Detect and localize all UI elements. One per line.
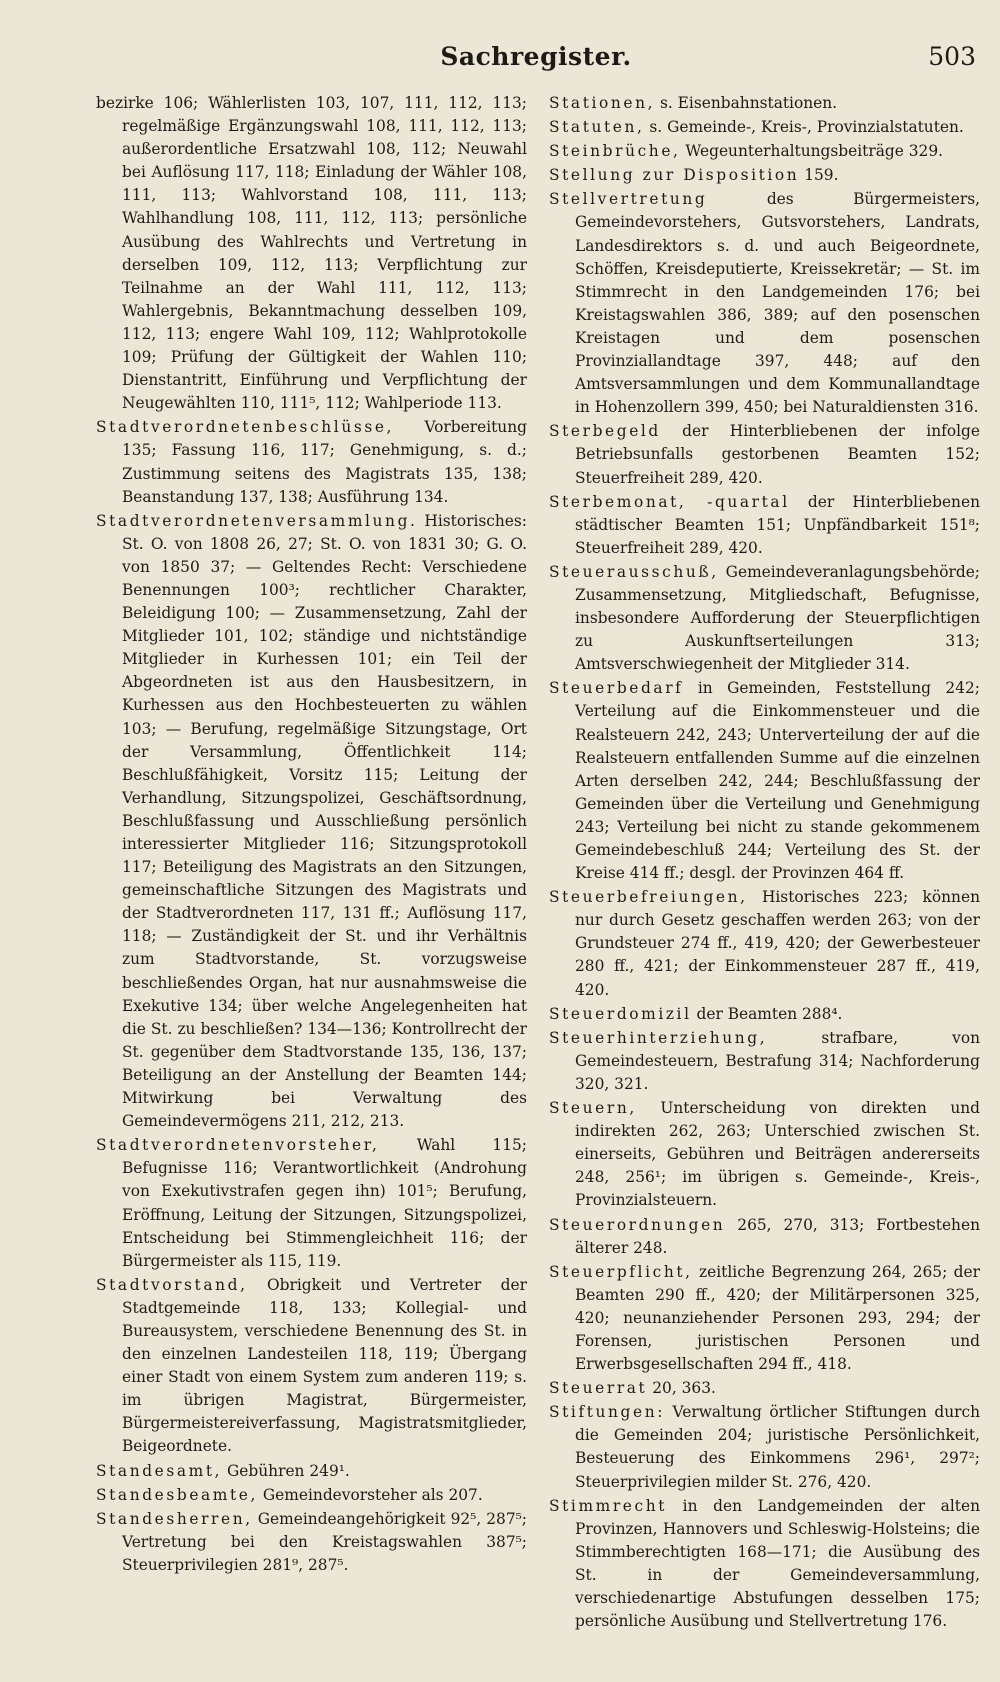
index-headword: Standesamt, [96, 1461, 223, 1480]
index-headword: Stiftungen: [549, 1403, 666, 1422]
index-headword: Statuten, [549, 118, 645, 137]
index-entry [96, 510, 527, 1134]
index-entry-text: 265, 270, 313; Fortbestehen älterer 248. [575, 1215, 980, 1257]
index-headword: Stadtvorstand, [96, 1275, 248, 1294]
index-headword: Stationen, [549, 94, 656, 112]
index-entry-text: Wegeunterhaltungsbeiträge 329. [680, 142, 944, 161]
index-entry [549, 140, 980, 163]
index-entry-text: Historisches: St. O. von 1808 26, 27; St. O. von 1831 30; G. O. von 1850 37; — Geltendes Recht: Verschiedene Benennungen 100³; rechtlicher Charakter, Beleidigung 100; — Zusammensetzung, Zahl der Mitglieder 101, 102; ständige und nichtständige Mitglieder in Kurhessen 101; ein Teil der Abgeordneten ist aus den Hausbesitzern, in Kurhessen aus den Hochbesteuerten zu wählen 103; — Berufung, regelmäßige Sitzungstage, Ort der Versammlung, Öffentlichkeit 114; Beschlußfähigkeit, Vorsitz 115; Leitung der Verhandlung, Sitzungspolizei, Geschäftsordnung, Beschlußfassung und Ausschließung persönlich interessierter Mitglieder 116; Sitzungsprotokoll 117; Beteiligung des Magistrats an den Sitzungen, gemeinschaftliche Sitzungen des Magistrats und der Stadtverordneten 117, 131 ff.; Auflösung 117, 118; — Zuständigkeit der St. und ihr Verhältnis zum Stadtvorstande, St. vorzugsweise beschließendes Organ, hat nur ausnahmsweise die Exekutive 134; über welche Angelegenheiten hat die St. zu beschließen? 134—136; Kontrollrecht der St. gegenüber dem Stadtvorstande 135, 136, 137; Beteiligung an der Anstellung der Beamten 144; Mitwirkung bei Verwaltung des Gemeindevermögens 211, 212, 213. [122, 511, 527, 1131]
index-headword: Steuerrat [549, 1379, 648, 1398]
index-entry [549, 1097, 980, 1212]
index-entry-text: s. Gemeinde-, Kreis-, Provinzialstatuten. [644, 118, 964, 137]
index-entry [549, 1214, 980, 1260]
index-entry [549, 886, 980, 1001]
index-entry-text: des Bürgermeisters, Gemeindevorstehers, Gutsvorstehers, Landrats, Landesdirektors s. d. und auch Beigeordnete, Schöffen, Kreisdeputierte, Kreissekretär; — St. im Stimmrecht in den Landgemeinden 176; bei Kreistagswahlen 386, 389; auf den posenschen Kreistagen und dem posenschen Provinziallandtage 397, 448; auf den Amtsversammlungen und dem Kommunallandtage in Hohenzollern 399, 450; bei Naturaldiensten 316. [575, 190, 980, 417]
index-headword: Stellung zur Disposition [549, 166, 800, 185]
index-headword: Steuerausschuß, [549, 562, 719, 581]
index-headword: Stimmrecht [549, 1496, 668, 1515]
index-entry [96, 1134, 527, 1273]
index-entry-text: bezirke 106; Wählerlisten 103, 107, 111, 112, 113; regelmäßige Ergänzungswahl 108, 111, 112, 113; außerordentliche Ersatzwahl 108, 112; Neuwahl bei Auflösung 117, 118; Einladung der Wähler 108, 111, 113; Wahlvorstand 108, 111, 113; Wahlhandlung 108, 111, 112, 113; persönliche Ausübung des Wahlrechts und Vertretung in derselben 109, 112, 113; Verpflichtung zur Teilnahme an der Wahl 111, 112, 113; Wahlergebnis, Bekanntmachung desselben 109, 112, 113; engere Wahl 109, 112; Wahlprotokolle 109; Prüfung der Gültigkeit der Wahlen 110; Dienstantritt, Einführung und Verpflichtung der Neugewählten 110, 111⁵, 112; Wahlperiode 113. [96, 94, 527, 413]
index-entry [549, 1261, 980, 1376]
index-entry-text: Historisches 223; können nur durch Gesetz geschaffen werden 263; von der Grundsteuer 274 ff., 419, 420; der Gewerbesteuer 280 ff., 421; der Einkommensteuer 287 ff., 419, 420. [575, 888, 980, 999]
index-entry [96, 1460, 527, 1483]
index-entry-text: der Hinterbliebenen städtischer Beamten 151; Unpfändbarkeit 151⁸; Steuerfreiheit 289, 420. [575, 492, 980, 557]
index-entry [549, 1495, 980, 1634]
index-entry [549, 1401, 980, 1493]
index-entry [549, 164, 980, 187]
index-entry-text: Gemeindeveranlagungsbehörde; Zusammensetzung, Mitgliedschaft, Befugnisse, insbesondere Aufforderung der Steuerpflichtigen zu Auskunftserteilungen 313; Amtsverschwiegenheit der Mitglieder 314. [575, 562, 980, 674]
index-entry [549, 116, 980, 139]
index-headword: Stadtverordnetenvorsteher, [96, 1136, 380, 1155]
index-headword: Steuerbedarf [549, 679, 684, 698]
index-entry-text: der Hinterbliebenen der infolge Betriebsunfalls gestorbenen Beamten 152; Steuerfreiheit 289, 420. [575, 422, 980, 487]
index-headword: Stadtverordnetenbeschlüsse, [96, 418, 395, 437]
index-entry [96, 1508, 527, 1577]
index-entry-text: Gemeindeangehörigkeit 92⁵, 287⁵; Vertretung bei den Kreistagswahlen 387⁵; Steuerprivilegien 281⁹, 287⁵. [122, 1509, 527, 1574]
index-headword: Steuerdomizil [549, 1004, 692, 1023]
index-entry [549, 1027, 980, 1096]
index-entry-text: Gebühren 249¹. [222, 1461, 350, 1480]
page-number: 503 [928, 42, 976, 71]
index-entry-text: Gemeindevorsteher als 207. [258, 1485, 483, 1504]
running-head: Sachregister. [440, 42, 632, 71]
index-entry [549, 188, 980, 419]
index-headword: Steuern, [549, 1099, 637, 1118]
index-entry-text: der Beamten 288⁴. [691, 1004, 843, 1023]
index-entry-text: s. Eisenbahnstationen. [655, 94, 838, 112]
index-entry [549, 420, 980, 489]
index-entry-text: strafbare, von Gemeindesteuern, Bestrafung 314; Nachforderung 320, 321. [575, 1028, 980, 1093]
index-headword: Steuerordnungen [549, 1215, 726, 1234]
index-headword: Steuerbefreiungen, [549, 888, 748, 907]
index-headword: Sterbemonat, -quartal [549, 492, 790, 511]
index-entry [549, 561, 980, 676]
index-entry [549, 1003, 980, 1026]
index-headword: Standesbeamte, [96, 1485, 258, 1504]
index-entry-text: in Gemeinden, Feststellung 242; Verteilung auf die Einkommensteuer und die Realsteuern 242, 243; Unterverteilung der auf die Realsteuern entfallenden Summe auf die einzelnen Arten derselben 242, 244; Beschlußfassung der Gemeinden über die Verteilung und Genehmigung 243; Verteilung bei nicht zu stande gekommenem Gemeindebeschluß 244; Verteilung des St. der Kreise 414 ff.; desgl. der Provinzen 464 ff. [575, 679, 980, 883]
index-entry-text: Obrigkeit und Vertreter der Stadtgemeinde 118, 133; Kollegial- und Bureausystem, verschiedene Benennung des St. in den einzelnen Landesteilen 118, 119; Übergang einer Stadt von einem System zum anderen 119; s. im übrigen Magistrat, Bürgermeister, Bürgermeistereiverfassung, Magistratsmitglieder, Beigeordnete. [122, 1275, 527, 1456]
index-headword: Stellvertretung [549, 190, 708, 209]
index-entry-text: in den Landgemeinden der alten Provinzen, Hannovers und Schleswig-Holsteins; die Stimmberechtigten 168—171; die Ausübung des St. in der Gemeindeversammlung, verschiedenartige Abstufungen desselben 175; persönliche Ausübung und Stellvertretung 176. [575, 1496, 980, 1631]
index-entry-text: 20, 363. [647, 1379, 716, 1398]
index-entry [549, 677, 980, 885]
index-entry-text: Wahl 115; Befugnisse 116; Verantwortlichkeit (Androhung von Exekutivstrafen gegen ihn) 101⁵; Berufung, Eröffnung, Leitung der Sitzungen, Sitzungspolizei, Entscheidung bei Stimmengleichheit 116; der Bürgermeister als 115, 119. [122, 1136, 527, 1270]
index-entry-text: Verwaltung örtlicher Stiftungen durch die Gemeinden 204; juristische Persönlichkeit, Besteuerung des Einkommens 296¹, 297²; Steuerprivilegien milder St. 276, 420. [575, 1403, 980, 1491]
index-entry [96, 1274, 527, 1459]
index-entry [96, 416, 527, 508]
index-entry [549, 491, 980, 560]
right-column [549, 92, 980, 1642]
index-entry [96, 1484, 527, 1507]
index-columns [96, 92, 980, 1642]
index-headword: Steinbrüche, [549, 142, 681, 161]
index-headword: Standesherren, [96, 1509, 253, 1528]
index-entry [549, 1377, 980, 1400]
left-column [96, 92, 527, 1642]
index-headword: Sterbegeld [549, 422, 661, 441]
page-header [96, 36, 976, 92]
index-entry-text: Unterscheidung von direkten und indirekten 262, 263; Unterschied zwischen St. einerseits, Gebühren und Beiträgen andererseits 248, 256¹; im übrigen s. Gemeinde-, Kreis-, Provinzialsteuern. [575, 1099, 980, 1210]
index-entry [549, 92, 980, 115]
index-entry [96, 92, 527, 415]
index-entry-text: Vorbereitung 135; Fassung 116, 117; Genehmigung, s. d.; Zustimmung seitens des Magistrats 135, 138; Beanstandung 137, 138; Ausführung 134. [122, 418, 527, 506]
index-headword: Stadtverordnetenversammlung. [96, 511, 418, 530]
index-headword: Steuerhinterziehung, [549, 1028, 768, 1047]
index-headword: Steuerpflicht, [549, 1262, 693, 1281]
index-entry-text: zeitliche Begrenzung 264, 265; der Beamten 290 ff., 420; der Militärpersonen 325, 420; neunanziehender Personen 293, 294; der Forensen, juristischen Personen und Erwerbsgesellschaften 294 ff., 418. [575, 1262, 980, 1374]
index-entry-text: 159. [799, 166, 839, 185]
